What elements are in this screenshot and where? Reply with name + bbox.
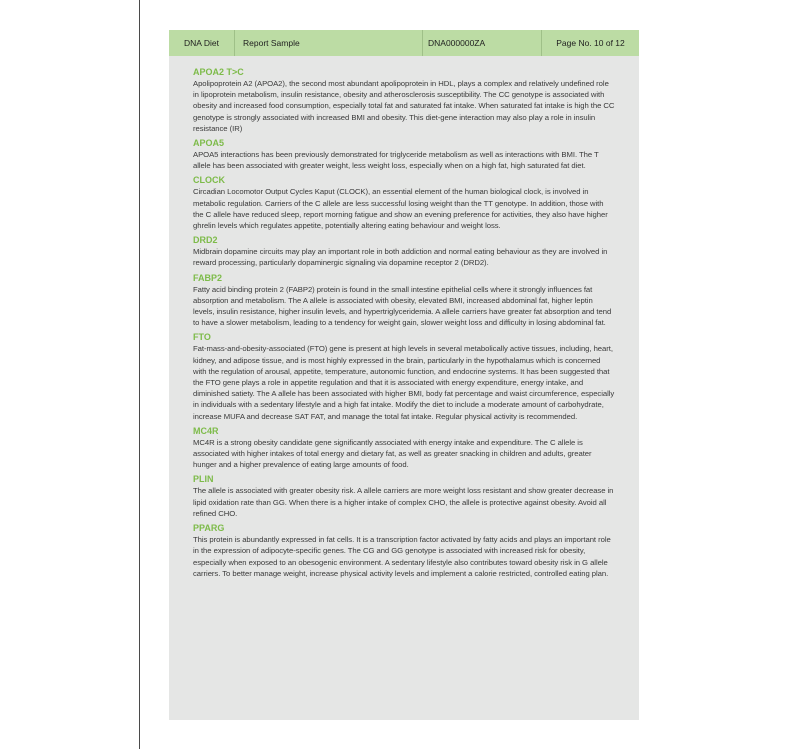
gene-heading: PPARG <box>193 523 225 534</box>
document-id: DNA000000ZA <box>422 30 541 56</box>
gene-section-pparg <box>193 522 615 579</box>
gene-description: Circadian Locomotor Output Cycles Kaput (CLOCK), an essential element of the human biological clock, is involved in metabolic regulation. Carriers of the C allele are less successful losing weight than the TT genotype. In addition, those with the C allele have reduced sleep, report morning fatigue and show an evening preference for activities, they also have higher ghrelin levels which regulates appetite, potentially altering eating behaviour and weight loss. <box>193 187 608 231</box>
gene-section-plin <box>193 473 615 519</box>
gene-heading: APOA2 T>C <box>193 67 244 77</box>
report-content <box>193 66 615 582</box>
gene-heading: CLOCK <box>193 175 225 186</box>
gene-description: Apolipoprotein A2 (APOA2), the second most abundant apolipoprotein in HDL, plays a complex and relatively undefined role in lipoprotein metabolism, insulin resistance, obesity and atherosclerosis susceptibility. The CC genotype is associated with obesity and increased food consumption, especially total fat and saturated fat intake. When saturated fat intake is high the CC genotype is strongly associated with increased BMI and obesity. This diet-gene interaction may also play a role in insulin resistance (IR) <box>193 79 615 133</box>
gene-description: This protein is abundantly expressed in fat cells. It is a transcription factor activated by fatty acids and plays an important role in the expression of adipocyte-specific genes. The CG and GG genotype is associated with increased risk for obesity, especially when exposed to an obesogenic environment. A sedentary lifestyle also contributes toward obesity risk in G allele carriers. To better manage weight, increase physical activity levels and implement a calorie restricted, controlled eating plan. <box>193 535 611 578</box>
page-number: Page No. 10 of 12 <box>541 30 639 56</box>
gene-description: Fatty acid binding protein 2 (FABP2) protein is found in the small intestine epithelial cells where it strongly influences fat absorption and metabolism. The A allele is associated with obesity, elevated BMI, increased abdominal fat, higher leptin levels, insulin resistance, higher insulin levels, and hypertriglyceridemia. A allele carriers have greater fat absorption and tend to have a slower metabolism, leading to a tendency for weight gain, slower weight loss and difficulty in losing abdominal fat. <box>193 284 612 328</box>
gene-section-fabp2 <box>193 272 615 329</box>
gene-description: APOA5 interactions has been previously demonstrated for triglyceride metabolism as well as interactions with BMI. The T allele has been associated with greater weight, less weight loss, especially when on a high fat, high saturated fat diet. <box>193 150 599 171</box>
gene-heading: MC4R <box>193 425 219 436</box>
report-title: Report Sample <box>234 30 422 56</box>
gene-heading: PLIN <box>193 474 214 485</box>
gene-section-apoa2 <box>193 66 615 134</box>
margin-rule <box>139 0 140 749</box>
gene-heading: FABP2 <box>193 272 223 283</box>
gene-description: Midbrain dopamine circuits may play an important role in both addiction and normal eating behaviour as they are involved in reward processing, particularly dopaminergic signaling via dopamine receptor 2 (DRD2). <box>193 247 608 268</box>
gene-section-fto <box>193 331 615 421</box>
gene-description: MC4R is a strong obesity candidate gene significantly associated with energy intake and expenditure. The C allele is associated with higher intakes of total energy and dietary fat, as well as greater snacking in children and adults, greater hunger and a higher prevalence of eating large amounts of food. <box>193 437 592 470</box>
gene-section-apoa5 <box>193 137 615 171</box>
gene-section-clock <box>193 174 615 231</box>
gene-heading: DRD2 <box>193 235 218 246</box>
brand-label: DNA Diet <box>184 38 219 48</box>
gene-heading: FTO <box>193 332 211 343</box>
gene-section-drd2 <box>193 234 615 268</box>
gene-description: The allele is associated with greater obesity risk. A allele carriers are more weight loss resistant and show greater decrease in lipid oxidation rate than GG. When there is a higher intake of complex CHO, the allele is protective against obesity. Avoid all refined CHO. <box>193 486 614 518</box>
gene-description: Fat-mass-and-obesity-associated (FTO) gene is present at high levels in several metabolically active tissues, including, heart, kidney, and adipose tissue, and is most highly expressed in the brain, particularly in the hypothalamus which is concerned with the regulation of arousal, appetite, temperature, autonomic function, and endocrine systems. It has been suggested that the FTO gene plays a role in appetite regulation and that it is associated with energy expenditure, energy intake, and diminished satiety. The A allele has been associated with higher BMI, body fat percentage and waist circumference, especially in individuals with a sedentary lifestyle and a high fat intake. Modify the diet to include a moderate amount of carbohydrate, increase MUFA and decrease SAT FAT, and manage the total fat intake. Regular physical activity is recommended. <box>193 344 615 421</box>
gene-section-mc4r <box>193 425 615 471</box>
report-header <box>169 30 639 56</box>
gene-heading: APOA5 <box>193 138 225 149</box>
